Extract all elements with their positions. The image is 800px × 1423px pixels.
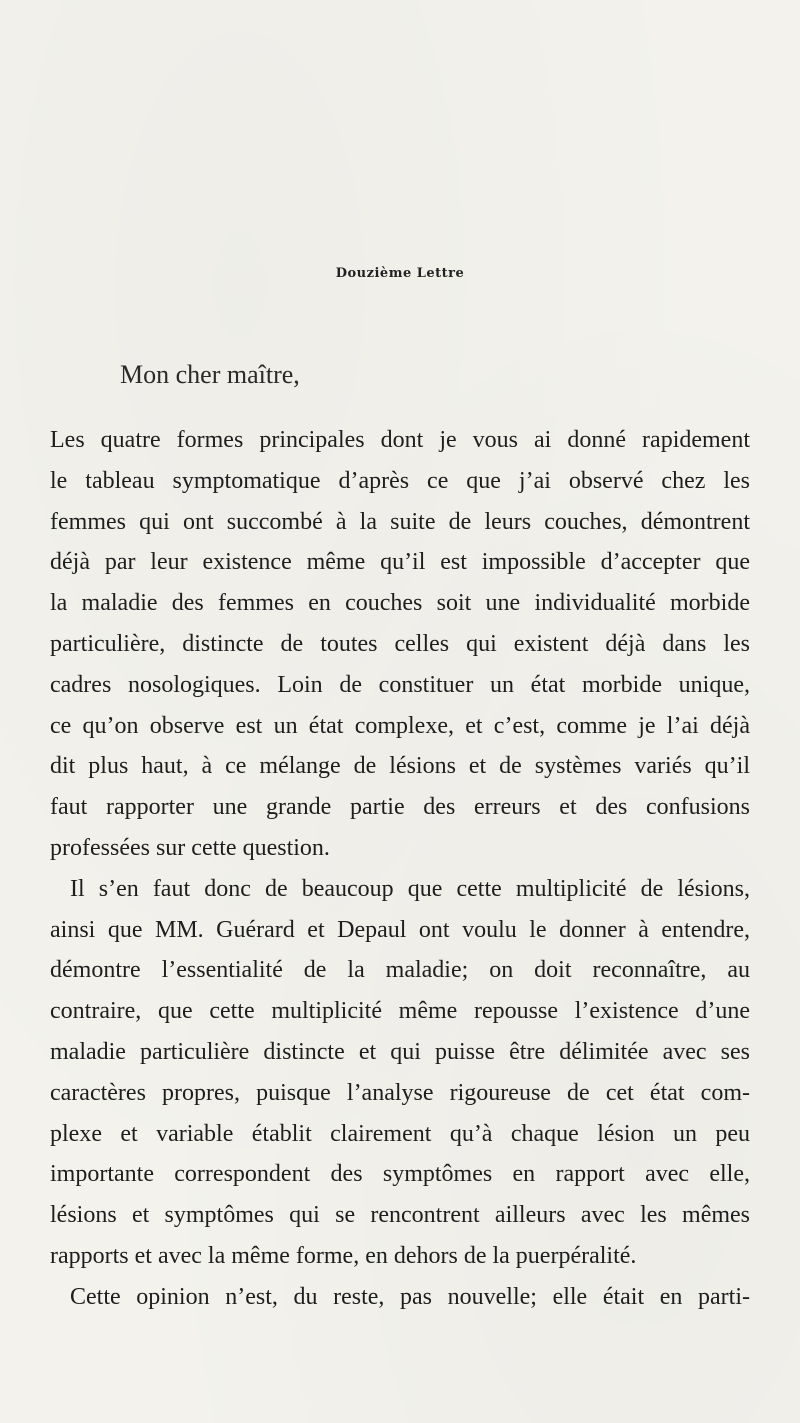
body-line: caractères propres, puisque l’analyse rigoureuse de cet état com- bbox=[50, 1079, 750, 1106]
body-line: plexe et variable établit clairement qu’à chaque lésion un peu bbox=[50, 1120, 750, 1147]
body-line: maladie particulière distincte et qui puisse être délimitée avec ses bbox=[50, 1038, 750, 1065]
body-line: lésions et symptômes qui se rencontrent ailleurs avec les mêmes bbox=[50, 1202, 750, 1229]
body-line: dit plus haut, à ce mélange de lésions et de systèmes variés qu’il bbox=[50, 753, 750, 780]
letter-body bbox=[50, 420, 750, 1318]
body-line: cadres nosologiques. Loin de constituer un état morbide unique, bbox=[50, 671, 750, 698]
letter-heading: Douzième Lettre bbox=[335, 266, 465, 281]
body-line: Cette opinion n’est, du reste, pas nouvelle; elle était en parti- bbox=[70, 1283, 750, 1310]
body-line: Il s’en faut donc de beaucoup que cette multiplicité de lésions, bbox=[70, 875, 750, 902]
body-line: contraire, que cette multiplicité même repousse l’existence d’une bbox=[50, 998, 750, 1025]
body-line: démontre l’essentialité de la maladie; on doit reconnaître, au bbox=[50, 957, 750, 984]
body-line: ainsi que MM. Guérard et Depaul ont voulu le donner à entendre, bbox=[50, 916, 750, 943]
salutation: Mon cher maître, bbox=[120, 360, 300, 389]
body-line: Les quatre formes principales dont je vous ai donné rapidement bbox=[50, 427, 750, 453]
body-line: déjà par leur existence même qu’il est impossible d’accepter que bbox=[50, 549, 750, 576]
body-line: le tableau symptomatique d’après ce que j’ai observé chez les bbox=[50, 467, 750, 494]
body-line: importante correspondent des symptômes en rapport avec elle, bbox=[50, 1161, 750, 1188]
body-line: rapports et avec la même forme, en dehors de la puerpéralité. bbox=[50, 1242, 637, 1269]
body-line: la maladie des femmes en couches soit une individualité morbide bbox=[50, 590, 750, 617]
body-line: professées sur cette question. bbox=[50, 834, 330, 861]
body-line: ce qu’on observe est un état complexe, et c’est, comme je l’ai déjà bbox=[50, 712, 750, 739]
body-line: faut rapporter une grande partie des erreurs et des confusions bbox=[50, 794, 750, 821]
body-line: particulière, distincte de toutes celles qui existent déjà dans les bbox=[50, 630, 750, 657]
body-line: femmes qui ont succombé à la suite de leurs couches, démontrent bbox=[50, 508, 750, 535]
